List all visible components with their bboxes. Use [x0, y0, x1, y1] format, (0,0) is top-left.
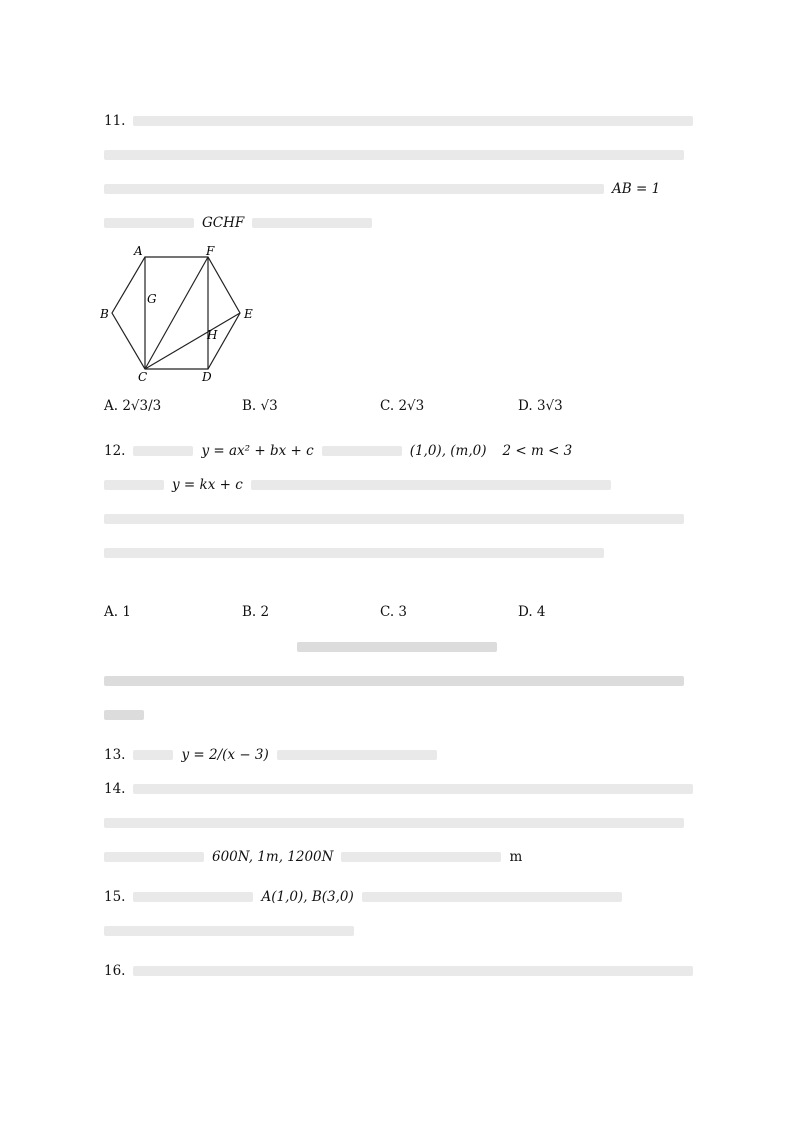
q12-line-3	[104, 510, 698, 528]
section-instructions-2	[104, 706, 698, 724]
q11-option-c: C. 2√3	[380, 398, 425, 414]
text-placeholder	[133, 784, 693, 794]
q14-line-1	[104, 780, 698, 798]
q12-line-4	[104, 544, 698, 562]
q11-option-d: D. 3√3	[518, 398, 563, 414]
text-placeholder	[133, 446, 193, 456]
text-placeholder	[277, 750, 437, 760]
q11-segment: AB = 1	[612, 181, 661, 197]
q15-line-2	[104, 922, 698, 940]
q15-line-1	[104, 888, 698, 906]
q11-option-a: A. 2√3/3	[104, 398, 162, 414]
q12-points: (1,0), (m,0)	[409, 443, 487, 459]
hexagon-figure	[100, 243, 270, 383]
q11-number: 11.	[104, 113, 126, 129]
q14-values: 600N, 1m, 1200N	[212, 849, 334, 865]
q11-line-4	[104, 214, 698, 232]
q12-option-c: C. 3	[380, 604, 408, 620]
text-placeholder	[104, 480, 164, 490]
text-placeholder	[104, 852, 204, 862]
q11-line-2	[104, 146, 698, 164]
text-placeholder	[133, 116, 693, 126]
figure-label: H	[207, 328, 218, 342]
section-instructions-1	[104, 672, 698, 690]
text-placeholder	[133, 892, 253, 902]
q13-number: 13.	[104, 747, 126, 763]
text-placeholder	[362, 892, 622, 902]
q12-parabola: y = ax² + bx + c	[201, 443, 314, 459]
q14-line-2	[104, 814, 698, 832]
text-placeholder	[104, 926, 354, 936]
q12-condition: 2 < m < 3	[502, 443, 573, 459]
q15-number: 15.	[104, 889, 126, 905]
text-placeholder	[251, 480, 611, 490]
section-heading	[0, 638, 794, 656]
text-placeholder	[104, 710, 144, 720]
q15-points: A(1,0), B(3,0)	[261, 889, 354, 905]
q14-number: 14.	[104, 781, 126, 797]
text-placeholder	[104, 514, 684, 524]
q16-line	[104, 962, 698, 980]
q13-line	[104, 746, 698, 764]
text-placeholder	[322, 446, 402, 456]
q11-quadrilateral: GCHF	[202, 215, 245, 231]
q11-line-3	[104, 180, 698, 198]
q12-option-b: B. 2	[242, 604, 270, 620]
figure-label: G	[147, 292, 157, 306]
text-placeholder	[104, 150, 684, 160]
text-placeholder	[104, 548, 604, 558]
figure-label: C	[138, 370, 148, 383]
text-placeholder	[104, 676, 684, 686]
q16-number: 16.	[104, 963, 126, 979]
q12-line-2	[104, 476, 698, 494]
q13-func: y = 2/(x − 3)	[181, 747, 269, 763]
text-placeholder	[133, 966, 693, 976]
q14-line-3	[104, 848, 698, 866]
text-placeholder	[341, 852, 501, 862]
q11-line-1	[104, 112, 698, 130]
q12-option-d: D. 4	[518, 604, 546, 620]
figure-label: B	[100, 307, 109, 321]
q12-option-a: A. 1	[104, 604, 131, 620]
q14-unit: m	[509, 849, 523, 865]
q12-line: y = kx + c	[172, 477, 243, 493]
q12-line-1	[104, 442, 698, 460]
q12-number: 12.	[104, 443, 126, 459]
figure-label: A	[134, 244, 143, 258]
text-placeholder	[297, 642, 497, 652]
text-placeholder	[133, 750, 173, 760]
figure-label: D	[202, 370, 212, 383]
text-placeholder	[104, 184, 604, 194]
figure-label: E	[244, 307, 253, 321]
text-placeholder	[104, 218, 194, 228]
q11-option-b: B. √3	[242, 398, 278, 414]
text-placeholder	[104, 818, 684, 828]
figure-label: F	[206, 244, 215, 258]
text-placeholder	[252, 218, 372, 228]
